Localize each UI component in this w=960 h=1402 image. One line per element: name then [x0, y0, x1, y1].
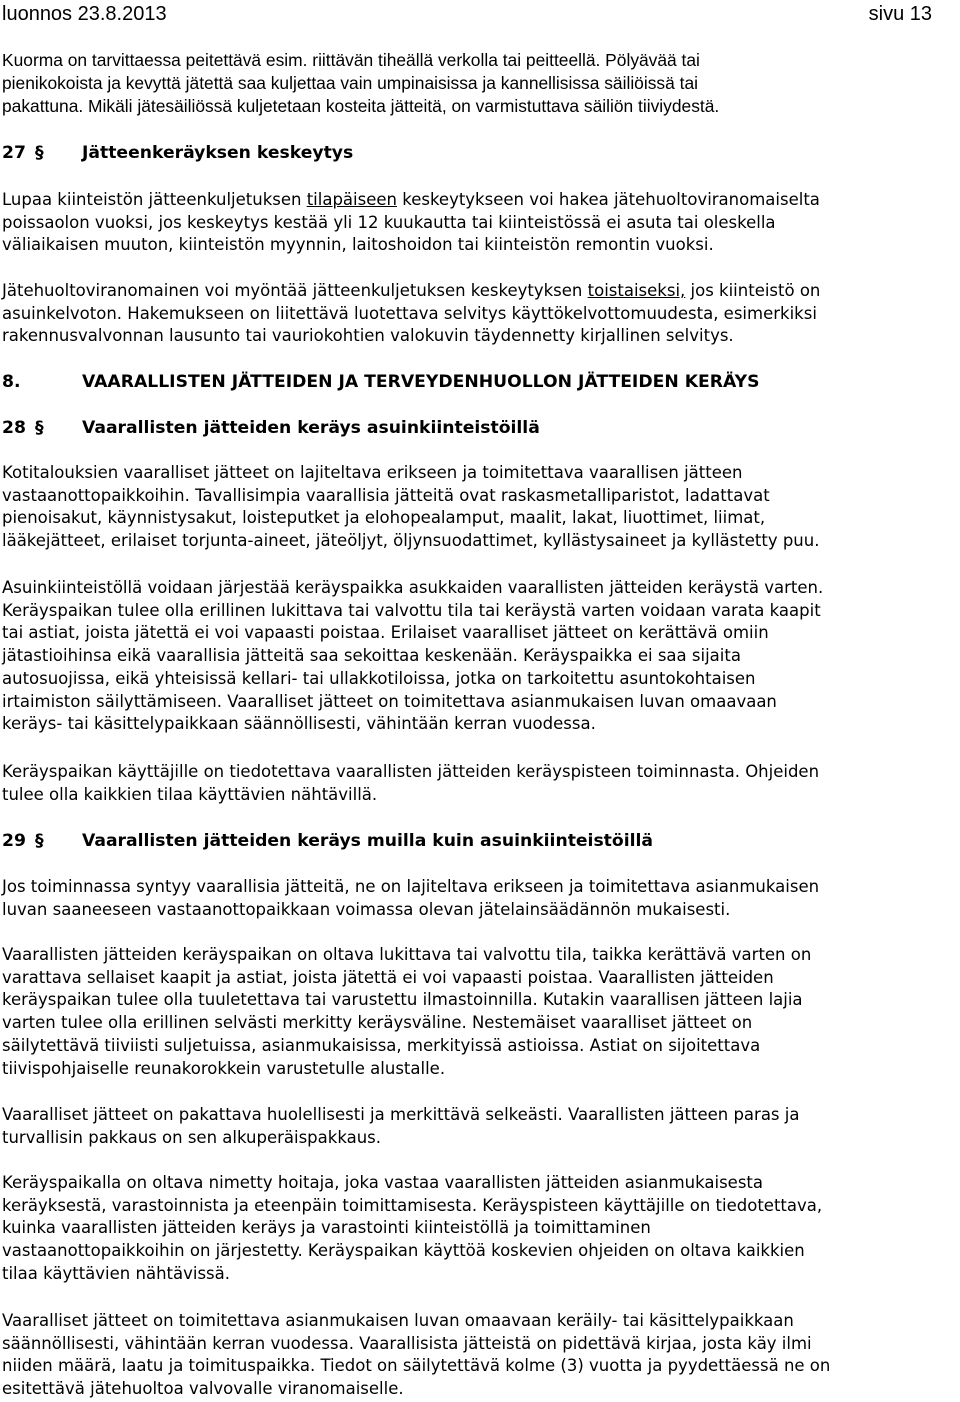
section-27-paragraph-1	[2, 189, 952, 257]
text-run: jos kiinteistö on asuinkelvoton. Hakemukseen on liitettävä luotettava selvitys käyttökelvottomuudesta, esimerkiksi rakennusvalvonnan lausunto tai vauriokohtien valokuvin täydennetty kirjallinen selvitys.	[2, 281, 821, 346]
draft-date: luonnos 23.8.2013	[2, 3, 167, 25]
underlined-text: toistaiseksi,	[587, 281, 686, 300]
section-sign: §	[35, 831, 44, 851]
section-28-paragraph-1: Kotitalouksien vaaralliset jätteet on lajiteltava erikseen ja toimitettava vaarallisen jätteen vastaanottopaikkoihin. Tavallisimpia vaarallisia jätteitä ovat raskasmetalliparistot, ladattavat pienoisakut, käynnistysakut, loisteputket ja elohopealamput, maalit, lakat, liuottimet, liimat, lääkejätteet, erilaiset torjunta-aineet, jäteöljyt, öljynsuodattimet, kyllästysaineet ja kyllästetty puu.	[2, 463, 820, 551]
section-29-paragraph-3: Vaaralliset jätteet on pakattava huolellisesti ja merkittävä selkeästi. Vaarallisten jätteen paras ja turvallisin pakkaus on sen alkuperäispakkaus.	[2, 1105, 800, 1147]
section-sign: §	[35, 143, 44, 163]
section-29-paragraph-2: Vaarallisten jätteiden keräyspaikan on oltava lukittava tai valvottu tila, taikka kerättävä varten on varattava sellaiset kaapit ja astiat, joista jätettä ei voi vapaasti poistaa. Vaarallisten jätteiden keräyspaikan tulee olla tuuletettava tai varustettu ilmastoinnilla. Kutakin vaarallisen jätteen lajia varten tulee olla erillinen selvästi merkitty keräysväline. Nestemäiset vaaralliset jätteet on säilytettävä tiiviisti suljetuissa, asianmukaisissa, merkityissä astioissa. Astiat on sijoitettava tiivispohjaiselle reunakorokkein varustetulle alustalle.	[2, 945, 812, 1078]
section-29-heading	[2, 829, 952, 855]
section-title: Jätteenkeräyksen keskeytys	[82, 143, 354, 163]
chapter-8-heading	[2, 370, 952, 396]
chapter-title: VAARALLISTEN JÄTTEIDEN JA TERVEYDENHUOLLON JÄTTEIDEN KERÄYS	[82, 372, 760, 392]
section-28-paragraph-2: Asuinkiinteistöllä voidaan järjestää keräyspaikka asukkaiden vaarallisten jätteiden keräystä varten. Keräyspaikan tulee olla erillinen lukittava tai valvottu tila tai keräystä varten voidaan varata kaapit tai astiat, joista jätettä ei voi vapaasti poistaa. Erilaiset vaaralliset jätteet on kerättävä omiin jätastioihinsa eikä vaarallisia jätteitä saa sekoittaa keskenään. Keräyspaikka ei saa sijaita autosuojissa, eikä yhteisissä kellari- tai ullakkotiloissa, jotka on tarkoitettu asuntokohtaisen irtaimiston säilyttämiseen. Vaaralliset jätteet on toimitettava asianmukaisen luvan omaavaan keräys- tai käsittelypaikkaan säännöllisesti, vähintään kerran vuodessa.	[2, 578, 824, 734]
section-28-heading	[2, 416, 952, 442]
section-number: 28	[2, 418, 26, 438]
section-sign: §	[35, 418, 44, 438]
underlined-text: tilapäiseen	[306, 190, 397, 209]
section-title: Vaarallisten jätteiden keräys asuinkiinteistöillä	[82, 418, 540, 438]
section-title: Vaarallisten jätteiden keräys muilla kuin asuinkiinteistöillä	[82, 831, 653, 851]
section-29-paragraph-5: Vaaralliset jätteet on toimitettava asianmukaisen luvan omaavaan keräily- tai käsittelypaikkaan säännöllisesti, vähintään kerran vuodessa. Vaarallisista jätteistä on pidettävä kirjaa, josta käy ilmi niiden määrä, laatu ja toimituspaikka. Tiedot on säilytettävä kolme (3) vuotta ja pyydettäessä ne on esitettävä jätehuoltoa valvovalle viranomaiselle.	[2, 1311, 831, 1399]
page-number: sivu 13	[868, 3, 932, 25]
intro-paragraph: Kuorma on tarvittaessa peitettävä esim. riittävän tiheällä verkolla tai peitteellä. Pölyävää tai pienikokoista ja kevyttä jätettä saa kuljettaa vain umpinaisissa ja kannellisissa säiliöissä tai pakattuna. Mikäli jätesäiliössä kuljetetaan kosteita jätteitä, on varmistuttava säiliön tiiviydestä.	[2, 50, 720, 116]
section-29-paragraph-4: Keräyspaikalla on oltava nimetty hoitaja, joka vastaa vaarallisten jätteiden asianmukaisesta keräyksestä, varastoinnista ja eteenpäin toimittamisesta. Keräyspisteen käyttäjille on tiedotettava, kuinka vaarallisten jätteiden keräys ja varastointi kiinteistöllä ja toimittaminen vastaanottopaikkoihin on järjestetty. Keräyspaikan käyttöä koskevien ohjeiden on oltava kaikkien tilaa käyttävien nähtävissä.	[2, 1173, 823, 1283]
section-28-paragraph-3: Keräyspaikan käyttäjille on tiedotettava vaarallisten jätteiden keräyspisteen toiminnasta. Ohjeiden tulee olla kaikkien tilaa käyttävien nähtävillä.	[2, 762, 820, 804]
text-run: Jätehuoltoviranomainen voi myöntää jätteenkuljetuksen keskeytyksen	[2, 281, 588, 300]
section-number: 27	[2, 143, 26, 163]
text-run: Lupaa kiinteistön jätteenkuljetuksen	[2, 190, 307, 209]
chapter-number: 8.	[2, 372, 21, 392]
section-27-heading	[2, 141, 952, 167]
page-header	[0, 0, 960, 34]
section-27-paragraph-2	[2, 280, 952, 348]
section-number: 29	[2, 831, 26, 851]
section-29-paragraph-1: Jos toiminnassa syntyy vaarallisia jätteitä, ne on lajiteltava erikseen ja toimitettava asianmukaisen luvan saaneeseen vastaanottopaikkaan voimassa olevan jätelainsäädännön mukaisesti.	[2, 877, 820, 919]
text-run: keskeytykseen voi hakea jätehuoltoviranomaiselta poissaolon vuoksi, jos keskeytys kestää yli 12 kuukautta tai kiinteistössä ei asuta tai oleskella väliaikaisen muuton, kiinteistön myynnin, laitoshoidon tai kiinteistön remontin vuoksi.	[2, 190, 820, 255]
